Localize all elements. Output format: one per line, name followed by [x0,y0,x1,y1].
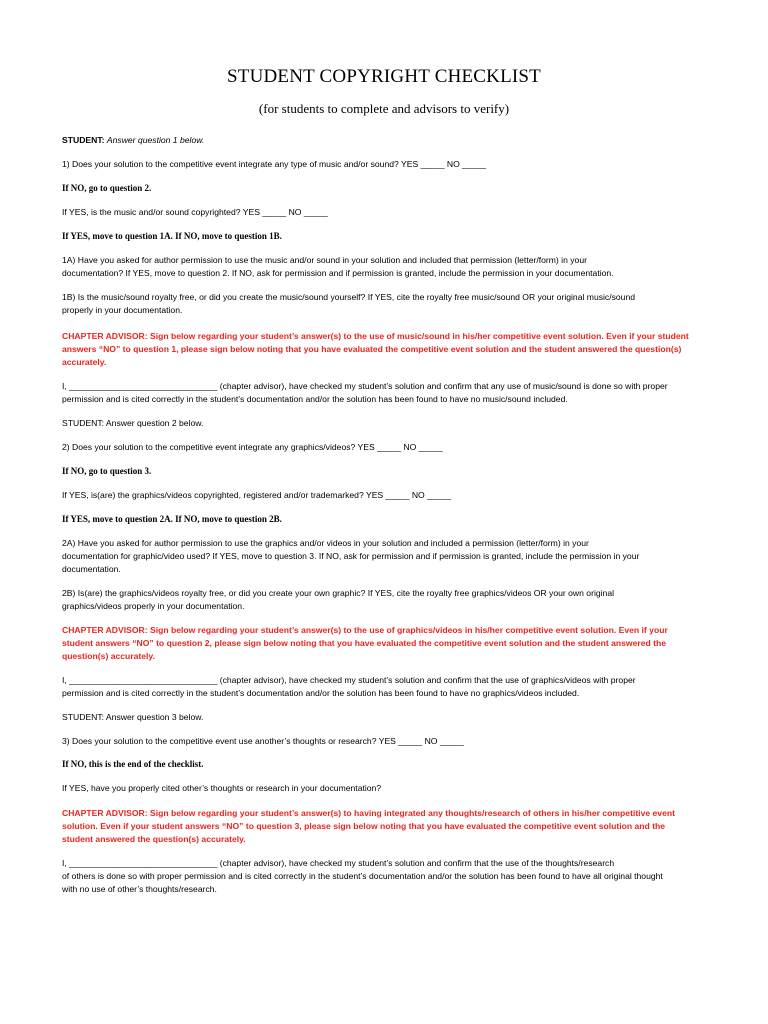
question-2b [62,587,714,613]
question-2a [62,537,714,575]
student-instruction-text: Answer question 1 below. [106,135,205,145]
question-2a-line: documentation. [62,563,121,574]
advisor-instruction-3 [62,807,714,845]
advisor-signature-3 [62,857,714,895]
advisor-instruction-line: CHAPTER ADVISOR: Sign below regarding your student’s answer(s) to the use of music/sound in his/her competitive event solution. Even if your student [62,331,689,341]
signature-line: permission and is cited correctly in the student’s documentation and/or the solution has been found to have no graphics/videos included. [62,687,580,698]
signature-line: I, _______________________________ (chapter advisor), have checked my student’s solution and confirm that the use of graphics/videos with proper [62,675,636,685]
page-subtitle: (for students to complete and advisors to verify) [258,101,510,116]
question-1a-line: 1A) Have you asked for author permission to use the music and/or sound in your solution and included that permission (letter/form) in your [62,255,587,265]
question-2b-line: 2B) Is(are) the graphics/videos royalty free, or did you create your own graphic? If YES, cite the royalty free graphics/videos OR your own original [62,588,615,598]
question-2-routing: If YES, move to question 2A. If NO, move to question 2B. [62,514,282,524]
question-1: 1) Does your solution to the competitive event integrate any type of music and/or sound? YES _____ NO _____ [62,159,487,169]
advisor-instruction-line: student answered the question(s) accurately. [62,833,246,844]
signature-line: of others is done so with proper permission and is cited correctly in the student’s documentation and/or the solution has been found to have all original thought [62,870,663,881]
advisor-signature-1 [62,380,714,406]
advisor-instruction-2 [62,624,714,662]
question-1-if-yes: If YES, is the music and/or sound copyrighted? YES _____ NO _____ [62,207,328,217]
question-1-routing: If YES, move to question 1A. If NO, move to question 1B. [62,231,282,241]
question-1b-line: properly in your documentation. [62,304,183,315]
advisor-instruction-line: answers “NO” to question 1, please sign below noting that you have evaluated the competitive event solution and the student answered the question(s) [62,343,682,354]
signature-line: I, _______________________________ (chapter advisor), have checked my student’s solution and confirm that any use of music/sound is done so with proper [62,381,668,391]
advisor-instruction-line: accurately. [62,356,107,367]
advisor-instruction-line: question(s) accurately. [62,650,155,661]
advisor-signature-2 [62,674,714,700]
advisor-instruction-line: CHAPTER ADVISOR: Sign below regarding your student’s answer(s) to the use of graphics/videos in his/her competitive event solution. Even if your [62,625,668,635]
question-1b-line: 1B) Is the music/sound royalty free, or did you create the music/sound yourself? If YES, cite the royalty free music/sound OR your original music/sound [62,292,636,302]
question-2a-line: 2A) Have you asked for author permission to use the graphics and/or videos in your solution and included a permission (letter/form) in your [62,538,589,548]
advisor-instruction-line: CHAPTER ADVISOR: Sign below regarding your student’s answer(s) to having integrated any thoughts/research of others in his/her competitive event [62,808,675,818]
student-label: STUDENT: [62,135,105,145]
student-instruction-2: STUDENT: Answer question 2 below. [62,418,204,428]
student-instruction-3: STUDENT: Answer question 3 below. [62,712,204,722]
question-1a [62,254,714,280]
advisor-instruction-line: student answers “NO” to question 2, please sign below noting that you have evaluated the competitive event solution and the student answered the [62,637,667,648]
question-2: 2) Does your solution to the competitive event integrate any graphics/videos? YES _____ NO _____ [62,442,443,452]
question-1b [62,291,714,317]
question-2-if-yes: If YES, is(are) the graphics/videos copyrighted, registered and/or trademarked? YES _____ NO _____ [62,490,452,500]
question-1a-line: documentation? If YES, move to question 2. If NO, ask for permission and if permission is granted, include the permission in your documentation. [62,267,614,278]
question-1-if-no: If NO, go to question 2. [62,183,152,193]
question-2b-line: graphics/videos properly in your documentation. [62,600,245,611]
advisor-instruction-line: solution. Even if your student answers “NO” to question 3, please sign below noting that you have evaluated the competitive event solution and the [62,820,666,831]
student-instruction-1 [62,134,714,147]
question-3-if-no: If NO, this is the end of the checklist. [62,759,204,769]
signature-line: I, _______________________________ (chapter advisor), have checked my student’s solution and confirm that the use of the thoughts/research [62,858,615,868]
question-3: 3) Does your solution to the competitive event use another’s thoughts or research? YES _____ NO _____ [62,736,464,746]
advisor-instruction-1 [62,330,714,368]
question-2-if-no: If NO, go to question 3. [62,466,152,476]
question-2a-line: documentation for graphic/video used? If YES, move to question 3. If NO, ask for permission and if permission is granted, include the permission in your [62,550,640,561]
question-3-if-yes: If YES, have you properly cited other’s thoughts or research in your documentation? [62,783,382,793]
page-title: STUDENT COPYRIGHT CHECKLIST [227,66,541,87]
signature-line: with no use of other’s thoughts/research. [62,883,217,894]
signature-line: permission and is cited correctly in the student’s documentation and/or the solution has been found to have no music/sound included. [62,393,568,404]
